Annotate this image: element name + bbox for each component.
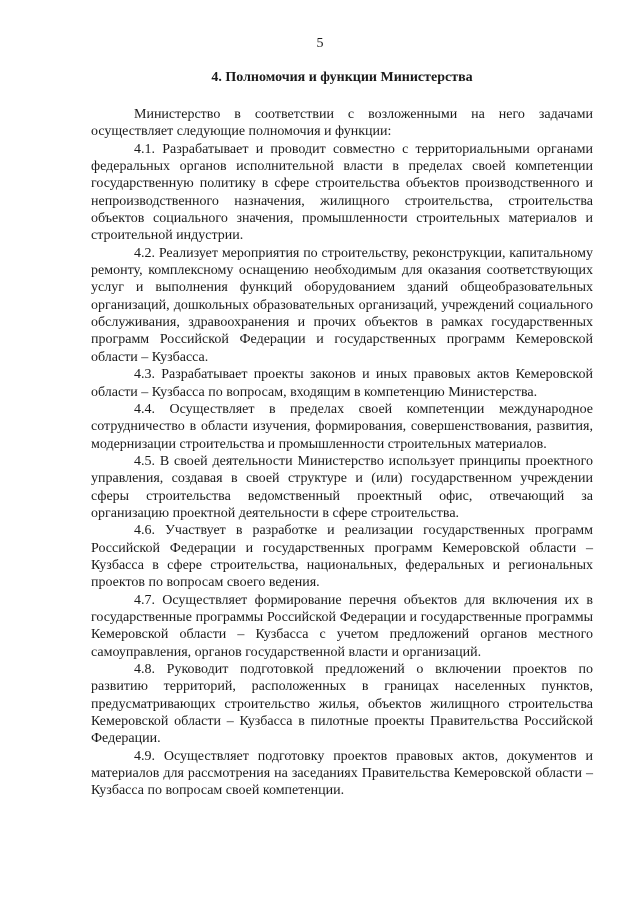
document-body (91, 106, 593, 800)
paragraph-4-9: 4.9. Осуществляет подготовку проектов правовых актов, документов и материалов для рассмотрения на заседаниях Правительства Кемеровской области – Кузбасса по вопросам своей компетенции. (91, 748, 593, 799)
paragraph-4-1: 4.1. Разрабатывает и проводит совместно с территориальными органами федеральных органов исполнительной власти в пределах своей компетенции государственную политику в сфере строительства объектов производственного и непроизводственного назначения, жилищного строительства, строительства объектов социального значения, промышленности строительных материалов и строительной индустрии. (91, 141, 593, 244)
paragraph-4-7: 4.7. Осуществляет формирование перечня объектов для включения их в государственные программы Российской Федерации и государственные программы Кемеровской области – Кузбасса с учетом предложений органов местного самоуправления, органов государственной власти и организаций. (91, 592, 593, 660)
paragraph-4-6: 4.6. Участвует в разработке и реализации государственных программ Российской Федерации и государственных программ Кемеровской области – Кузбасса в сфере строительства, национальных, федеральных и региональных проектов по вопросам своего ведения. (91, 523, 593, 591)
paragraph-4-3: 4.3. Разрабатывает проекты законов и иных правовых актов Кемеровской области – Кузбасса по вопросам, входящим в компетенцию Министерства. (91, 367, 593, 400)
page-number: 5 (316, 36, 324, 51)
paragraph-4-2: 4.2. Реализует мероприятия по строительству, реконструкции, капитальному ремонту, комплексному оснащению необходимым для оказания соответствующих услуг и выполнения функций оборудованием зданий общеобразовательных организаций, дошкольных образовательных организаций, учреждений социального обслуживания, здравоохранения и прочих объектов в рамках государственных программ Российской Федерации и государственных программ Кемеровской области – Кузбасса. (91, 245, 593, 365)
section-heading: 4. Полномочия и функции Министерства (211, 70, 473, 85)
paragraph-4-4: 4.4. Осуществляет в пределах своей компетенции международное сотрудничество в области изучения, формирования, совершенствования, развития, модернизации строительства и промышленности строительных материалов. (91, 401, 593, 452)
paragraph-4-5: 4.5. В своей деятельности Министерство использует принципы проектного управления, создавая в своей структуре и (или) государственном учреждении сферы строительства ведомственный проектный офис, отвечающий за организацию проектной деятельности в сфере строительства. (91, 453, 593, 521)
paragraph-intro: Министерство в соответствии с возложенными на него задачами осуществляет следующие полномочия и функции: (91, 107, 593, 140)
paragraph-4-8: 4.8. Руководит подготовкой предложений о включении проектов по развитию территорий, расположенных в границах населенных пунктов, предусматривающих строительство жилья, объектов жилищного строительства Кемеровской области – Кузбасса в пилотные проекты Правительства Российской Федерации. (91, 662, 593, 747)
